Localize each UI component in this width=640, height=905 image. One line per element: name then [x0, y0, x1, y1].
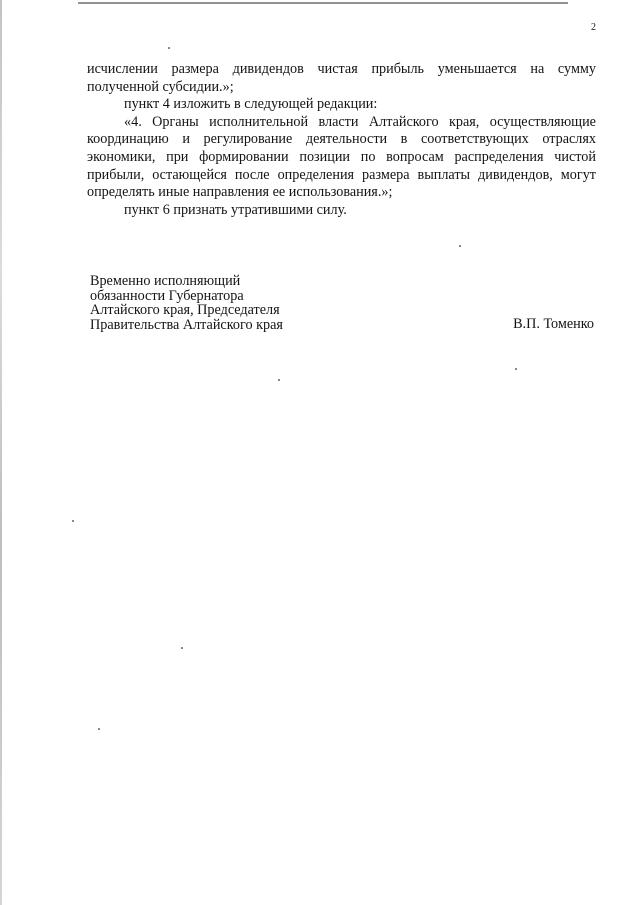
scan-speck	[72, 520, 74, 522]
scan-speck	[278, 379, 280, 381]
signatory-name: В.П. Томенко	[513, 316, 594, 332]
scan-speck	[515, 368, 517, 370]
signatory-position-line: Алтайского края, Председателя	[90, 302, 280, 319]
signatory-position-line: обязанности Губернатора	[90, 287, 244, 304]
document-body	[87, 61, 596, 219]
paragraph-point-4-intro: пункт 4 изложить в следующей редакции:	[124, 96, 378, 113]
scan-top-rule	[78, 2, 568, 4]
paragraph-point-6: пункт 6 признать утратившими силу.	[124, 201, 347, 218]
page-number: 2	[591, 22, 596, 33]
scan-speck	[459, 245, 461, 247]
signatory-position-line: Временно исполняющий	[90, 273, 241, 289]
signature-block	[90, 274, 594, 332]
scan-speck	[181, 647, 183, 649]
scan-edge	[0, 0, 2, 905]
paragraph-continuation: исчислении размера дивидендов чистая прибыль уменьшается на сумму полученной субсидии.»;	[87, 61, 596, 95]
scan-speck	[98, 728, 100, 730]
paragraph-point-4-text: «4. Органы исполнительной власти Алтайского края, осуществляющие координацию и регулирование деятельности в соответствующих отраслях экономики, при формировании позиции по вопросам распределения чистой прибыли, остающейся после определения размера выплаты дивидендов, могут определять иные направления ее использования.»;	[87, 113, 596, 201]
signatory-position-line: Правительства Алтайского края	[90, 316, 283, 333]
scan-speck	[168, 47, 170, 49]
